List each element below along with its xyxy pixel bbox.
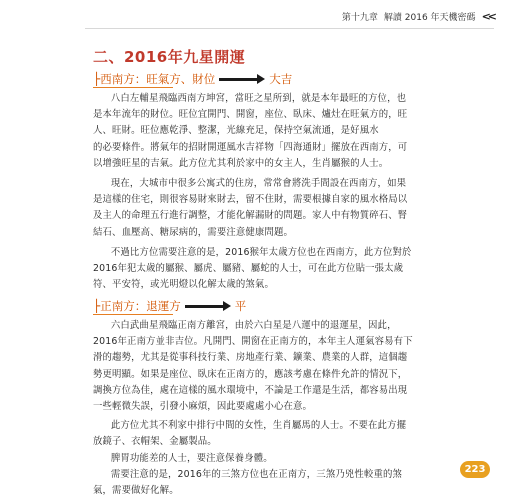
text-line: 調換方位為佳，處在這樣的風水環境中，不論是工作還是生活，都容易出現	[93, 384, 408, 396]
text-line: 是這樣的住宅，則很容易財來財去，留不住財，需要根據自家的風水格局以	[93, 194, 408, 206]
section-title: 二、2016年九星開運	[93, 48, 246, 66]
double-chevron-left-icon: <<	[481, 10, 494, 23]
text-line: 勢更明顯。如果是座位、臥床在正南方的，應該考慮在條件允許的情況下，	[93, 368, 408, 380]
text-line: 滑的趨勢，尤其是從事科技行業、房地產行業、鑛業、農業的人群，這個趨	[93, 352, 408, 364]
text-line: 氣，需要做好化解。	[93, 485, 179, 497]
running-header	[342, 10, 494, 23]
paragraph	[93, 91, 423, 172]
bracket-marker-icon: ├	[93, 299, 101, 313]
text-line: 六白武曲星飛臨正南方離宮，由於六白星是八運中的退運星，因此，	[110, 320, 397, 331]
section-label: 解讀 2016 年天機密碼	[383, 13, 476, 23]
subheading-text: 正南方：退運方	[100, 299, 181, 313]
paragraph	[93, 176, 423, 241]
text-line: 結石、血壓高、糖尿病的，需要注意健康問題。	[93, 226, 294, 238]
subheading-southwest	[93, 71, 292, 87]
text-line: 及主人的命理五行進行調整，才能化解漏財的問題。家人中有物質碎石、腎	[93, 210, 408, 222]
text-line: 放鏡子、衣帽架、金屬製品。	[93, 436, 217, 448]
header-divider	[85, 28, 494, 29]
arrow-right-icon	[257, 74, 265, 84]
text-line: 以增強旺星的吉氣。此方位尤其利於家中的女主人，生肖屬猴的人士。	[93, 157, 389, 169]
chapter-label: 第十九章	[341, 13, 378, 23]
paragraph	[93, 245, 423, 294]
text-line: 2016年犯太歲的屬猴、屬虎、屬豬、屬蛇的人士，可在此方位貼一張太歲	[93, 263, 404, 275]
subheading-result: 平	[234, 299, 247, 313]
subheading-text: 西南方：旺氣方、財位	[100, 72, 216, 86]
text-line: 2016年正南方並非吉位。凡開門、開窗在正南方的，本年主人運氣容易有下	[93, 336, 413, 348]
arrow-shaft	[185, 305, 223, 308]
text-line: 符、平安符，或光明燈以化解太歲的煞氣。	[93, 279, 274, 291]
text-line: 的必要條件。將氣年的招財開運風水吉祥物「四海通財」擺放在西南方，可	[93, 141, 408, 153]
subheading-south	[93, 298, 246, 314]
text-line: 不過比方位需要注意的是，2016猴年太歲方位也在西南方，此方位對於	[110, 247, 412, 258]
paragraph	[93, 418, 423, 450]
subheading-underline	[93, 314, 173, 315]
subheading-result: 大吉	[269, 72, 293, 86]
paragraph	[93, 467, 423, 499]
text-line: 需要注意的是，2016年的三煞方位也在正南方，三煞乃兇性較重的煞	[110, 469, 403, 480]
paragraph	[93, 318, 423, 415]
text-line: 一些輕微失誤，引發小麻煩，因此要處處小心在意。	[93, 401, 313, 413]
text-line: 八白左輔星飛臨西南方坤宮，當旺之星所到，就是本年最旺的方位，也	[110, 93, 407, 104]
page-number-badge: 223	[460, 461, 490, 478]
subheading-underline	[93, 87, 173, 88]
text-line: 此方位尤其不利家中排行中間的女性，生肖屬馬的人士。不要在此方擺	[110, 420, 407, 431]
text-line: 現在，大城市中很多公寓式的住房，常常會將洗手間設在西南方，如果	[110, 178, 407, 189]
text-line: 脾胃功能差的人士，要注意保養身體。	[110, 453, 273, 464]
bracket-marker-icon: ├	[93, 72, 101, 86]
arrow-shaft	[219, 78, 257, 81]
text-line: 是本年流年的財位。旺位宜開門、開窗，座位、臥床、爐灶在旺氣方的，旺	[93, 109, 408, 121]
arrow-right-icon	[223, 301, 231, 311]
text-line: 人、旺財。旺位應乾淨、整潔，光線充足，保持空氣流通，是好風水	[93, 125, 379, 137]
paragraph	[93, 451, 423, 467]
